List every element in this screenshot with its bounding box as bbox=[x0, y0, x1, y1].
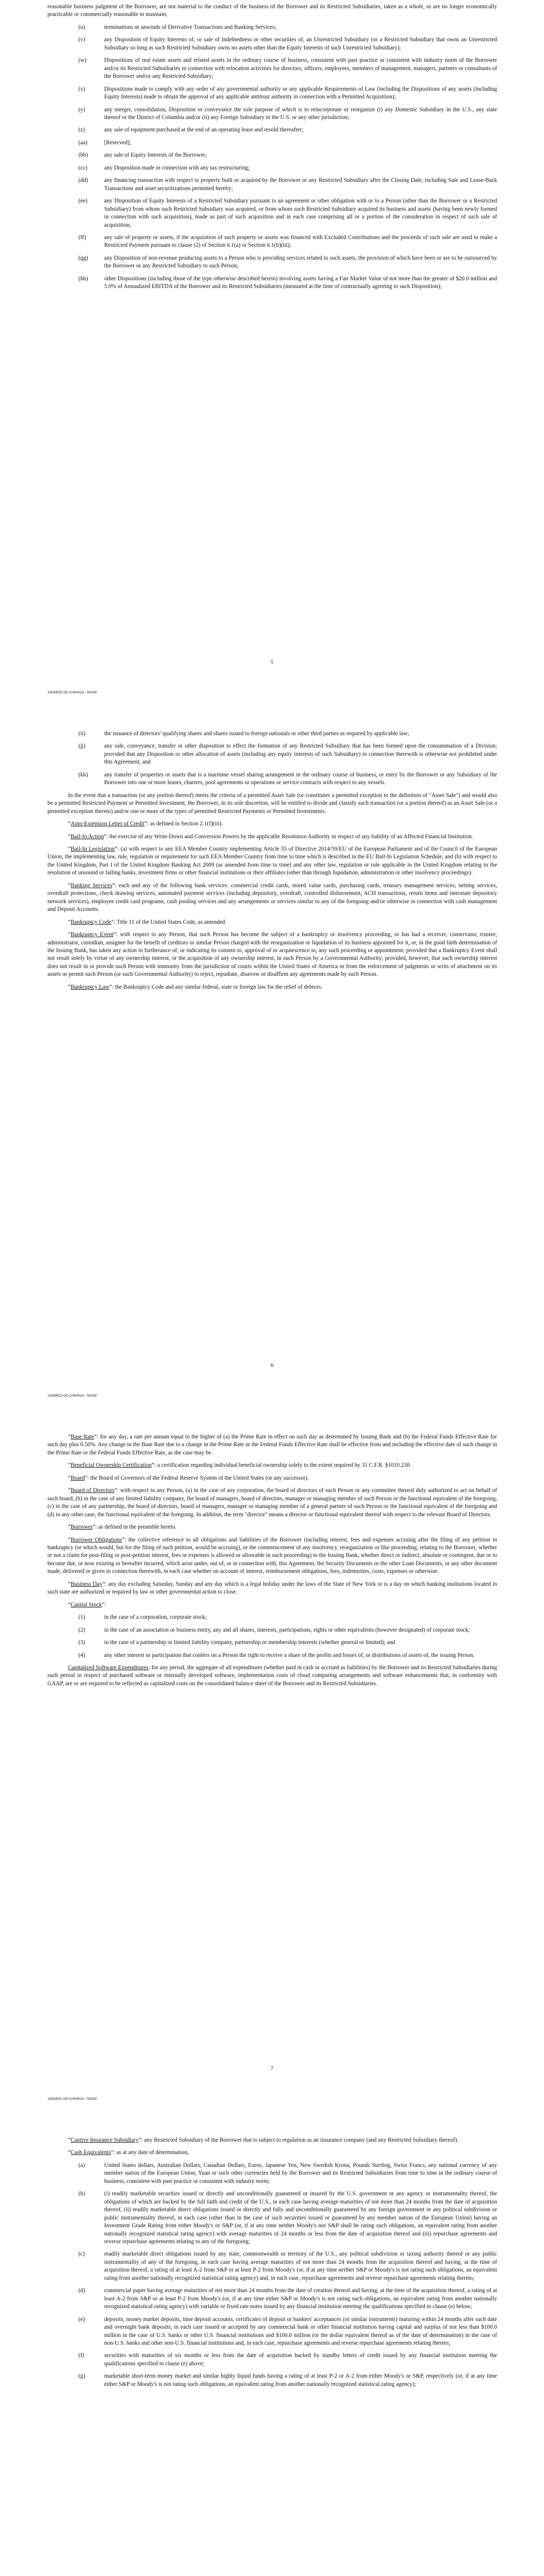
clause-label: (gg) bbox=[78, 255, 88, 261]
page-number: 7 bbox=[270, 2065, 274, 2072]
definition-text: : for any period, the aggregate of all expenditures (whether paid in cash or accrued as liabilities) by the Borrower and its Restricted Subsidiaries during such period in respect of purchased software or internally developed software, implementation costs of cloud computing arrangements and software enhancements that, in conformity with GAAP, are or are required to be reflected as capitalized costs on the consolidated balance sheet of the Borrower and its Restricted Subsidiaries. bbox=[47, 1664, 497, 1687]
definition-paragraph: “Base Rate”: for any day, a rate per annum equal to the higher of (a) the Prime Rate in effect on such day as determined by Issuing Bank and (b) the Federal Funds Effective Rate for such day plus 0.50%. Any change in the Base Rate due to a change in the Prime Rate or the Federal Funds Effective Rate shall be effective from and including the effective date of such change in the Prime Rate or the Federal Funds Effective Rate, as the case may be. bbox=[47, 1434, 497, 1456]
definition-paragraph: “Bail-In Action”: the exercise of any Write-Down and Conversion Powers by the applicable Resolution Authority in respect of any liability of an Affected Financial Institution. bbox=[68, 833, 473, 840]
clause-item bbox=[78, 177, 497, 193]
clause-label: (u) bbox=[78, 24, 86, 30]
definition-term: Bankruptcy Code bbox=[70, 919, 111, 925]
definition-text: : the Board of Governors of the Federal Reserve System of the United States (or any successor). bbox=[87, 1475, 309, 1481]
clause-text: securities with maturities of six months or less from the date of acquisition backed by standby letters of credit issued by any financial institution meeting the qualifications specified in clause (e) above; bbox=[104, 2352, 497, 2367]
page-8-definitions bbox=[47, 2137, 497, 2157]
definition-text: : each and any of the following bank services: commercial credit cards, stored value cards, purchasing cards, treasury management services, netting services, overdraft protections, check drawing services, automated payment services (including depository, overdraft, controlled disbursement, ACH transactions, return items and interstate depository network services), employee credit card programs, cash pooling services and any arrangements or services similar to any of the foregoing and/or otherwise in connection with cash management and Deposit Accounts. bbox=[47, 882, 498, 913]
clause-item bbox=[78, 139, 497, 147]
clause-item bbox=[78, 24, 497, 31]
clause-label: (v) bbox=[78, 37, 86, 43]
clause-text: any other interest or participation that confers on a Person the right to receive a share of the profits and losses of, or distributions of assets of, the issuing Person. bbox=[104, 1652, 475, 1658]
capital-stock-item bbox=[78, 1652, 497, 1659]
clause-label: (f) bbox=[78, 2352, 85, 2359]
definition-text: : as defined in the preamble hereto. bbox=[95, 1524, 177, 1531]
clause-label: (4) bbox=[78, 1652, 86, 1658]
clause-text: in the case of a partnership or limited liability company, partnership or membership interests (whether general or limited); and bbox=[104, 1639, 395, 1646]
clause-label: (y) bbox=[78, 106, 86, 113]
clause-label: (2) bbox=[78, 1626, 86, 1633]
definition-paragraph: “Borrower Obligations”: the collective reference to all obligations and liabilities of the Borrower (including interest, fees and expenses accruing after the filing of any petition in bankruptcy (or which would, but for the filing of such petition, would be accruing), or the commencement of any insolvency, reorganization or like proceeding, relating to the Borrower, whether or not a claim for post-filing or post-petition interest, fees or expenses is allowed or allowable in such proceeding) to the Issuing Bank, whether direct or indirect, absolute or contingent, due or to become due, or now existing or hereafter incurred, which arise under, out of, or in connection with, this Agreement, the Security Documents or the other Loan Documents, or any other document made, delivered or given in connection therewith, in each case whether on account of interest, reimbursement obligations, fees, indemnities, costs, expenses or otherwise. bbox=[47, 1536, 497, 1575]
clause-item bbox=[78, 86, 497, 101]
definition-text: : for any day, a rate per annum equal to the higher of (a) the Prime Rate in effect on such day as determined by Issuing Bank and (b) the Federal Funds Effective Rate for such day plus 0.50%. Any change in the Base Rate due to a change in the Prime Rate or the Federal Funds Effective Rate shall be effective from and including the effective date of such change in the Prime Rate or the Federal Funds Effective Rate, as the case may be. bbox=[47, 1434, 497, 1456]
definition-paragraph: “Capital Stock”: bbox=[68, 1601, 106, 1608]
clause-text: deposits, money market deposits, time deposit accounts, certificates of deposit or bankers' acceptances (or similar instruments) maturing within 24 months after such date and overnight bank deposits, in each case issued or accepted by any commercial bank or other financial institution having capital and surplus of not less than $100.0 million in the case of U.S. banks or other U.S. financial institutions and $100.0 million (or the dollar equivalent thereof as of the date of determination) in the case of non-U.S. banks and other non-U.S. financial institutions and, in each case, repurchase agreements and reverse repurchase agreements relating thereto; bbox=[104, 2316, 497, 2346]
definition-term: Board of Directors bbox=[70, 1487, 114, 1494]
document-footer-id: 10NMDD-06-CHKRGA - MSIM bbox=[47, 2097, 97, 2101]
cash-equivalents-list bbox=[47, 2162, 497, 2388]
clause-item bbox=[78, 742, 497, 766]
clause-label: (d) bbox=[78, 2287, 86, 2294]
clause-item bbox=[78, 151, 497, 159]
definition-term: Business Day bbox=[70, 1581, 103, 1587]
capital-stock-item bbox=[78, 1614, 497, 1621]
definition-text: : a certification regarding individual beneficial ownership solely to the extent required by 31 C.F.R. §1010.230. bbox=[154, 1462, 411, 1469]
clause-label: (bb) bbox=[78, 152, 88, 159]
definition-text: : as at any date of determination, bbox=[113, 2149, 189, 2156]
clause-text: commercial paper having average maturities of not more than 24 months from the date of creation thereof and having, at the time of the acquisition thereof, a rating of at least A-2 from S&P or at least P-2 from Moody's (or, if at any time either S&P or Moody's is not rating such obligations, an equivalent rating from another nationally recognized statistical rating agency) with variable or fixed rate notes issued by any financial institution meeting the qualifications specified in clause (e) below; bbox=[104, 2287, 497, 2310]
asset-sale-split-paragraph: In the event that a transaction (or any portion thereof) meets the criteria of a permitted Asset Sale (or constitutes a permitted exception to the definition of "Asset Sale") and would also be a permitted Restricted Payment or Permitted Investment, the Borrower, in its sole discretion, will be entitled to divide and classify such transaction (or a portion thereof) as an Asset Sale (or a permitted exception thereto) and/or one or more of the types of permitted Restricted Payments or Permitted Investments. bbox=[47, 792, 497, 815]
clause-text: [Reserved]; bbox=[104, 139, 131, 146]
clause-label: (b) bbox=[78, 2191, 86, 2197]
definition-paragraph: “Beneficial Ownership Certification”: a certification regarding individual beneficial ownership solely to the extent required by 31 C.F.R. §1010.230. bbox=[68, 1462, 411, 1469]
definition-paragraph: “Banking Services”: each and any of the following bank services: commercial credit cards, stored value cards, purchasing cards, treasury management services, netting services, overdraft protections, check drawing services, automated payment services (including depository, overdraft, controlled disbursement, ACH transactions, return items and interstate depository network services), employee credit card programs, cash pooling services and any arrangements or services similar to any of the foregoing and/or otherwise in connection with cash management and Deposit Accounts. bbox=[47, 882, 498, 913]
clause-text: any financing transaction with respect to property built or acquired by the Borrower or any Restricted Subsidiary after the Closing Date, including Sale and Lease-Back Transactions and asset securitizations permitted hereby; bbox=[104, 177, 497, 192]
document-footer-id: 10NMDD-06-CHKRGA - MSIM bbox=[47, 1394, 97, 1398]
clause-text: any transfer of properties or assets that is a maritime vessel sharing arrangement in the ordinary course of business, or entry by the Borrower or any Subsidiary of the Borrower into one or more leases, charters, pool agreements or operations or service contracts with respect to any vessels. bbox=[104, 771, 497, 786]
definition-paragraph: “Bail-In Legislation”: (a) with respect to any EEA Member Country implementing Article 55 of Directive 2014/59/EU of the European Parliament and of the Council of the European Union, the implementing law, rule, regulation or requirement for such EEA Member Country from time to time which is described in the EU Bail-In Legislation Schedule, and (b) with respect to the United Kingdom, Part I of the United Kingdom Banking Act 2009 (as amended from time to time) and any other law, regulation or rule applicable in the United Kingdom relating to the resolution of unsound or failing banks, investment firms or other financial institutions or their affiliates (other than through liquidation, administration or other insolvency proceedings). bbox=[47, 845, 497, 876]
definition-paragraph: “Bankruptcy Code”: Title 11 of the United States Code, as amended. bbox=[68, 919, 227, 925]
clause-text: any sale of property or assets, if the acquisition of such property or assets was financed with Excluded Contributions and the proceeds of such sale are used to make a Restricted Payment pursuant to clause (2) of Section 6.1(a) or Section 6.1(b)(iii); bbox=[104, 234, 497, 249]
clause-label: (1) bbox=[78, 1614, 86, 1621]
definition-term: Borrower bbox=[70, 1524, 93, 1531]
page-number: 5 bbox=[270, 659, 274, 665]
definition-paragraph: “Auto-Extension Letter of Credit”: as defined in Section 2.1(f)(iii). bbox=[68, 821, 223, 827]
clause-item bbox=[78, 275, 497, 291]
capital-stock-list bbox=[47, 1614, 497, 1659]
clause-label: (x) bbox=[78, 86, 86, 92]
clause-item bbox=[78, 106, 497, 122]
clause-text: any Disposition made in connection with any tax restructuring; bbox=[104, 164, 250, 171]
page-5-clause-list bbox=[47, 24, 497, 291]
definition-text: : the Bankruptcy Code and any similar federal, state or foreign law for the relief of debtors. bbox=[111, 984, 323, 990]
clause-text: any Disposition of Equity Interests of, or sale of Indebtedness or other securities of, an Unrestricted Subsidiary (or a Restricted Subsidiary that owns an Unrestricted Subsidiary so long as such Restricted Subsidiary owns no assets other than the Equity Interests of such Unrestricted Subsidiary); bbox=[104, 37, 497, 51]
clause-text: Dispositions of real estate assets and related assets in the ordinary course of business, consistent with past practice or consistent with industry norm of the Borrower and/or its Restricted Subsidiaries in connection with relocation activities for directors, officers, employees, members of management, managers, partners or consultants of the Borrower and/or any Restricted Subsidiary; bbox=[104, 57, 497, 80]
clause-item bbox=[78, 234, 497, 250]
page-7 bbox=[0, 1406, 544, 2110]
page-8 bbox=[0, 2110, 544, 2576]
clause-text: United States dollars, Australian Dollars, Canadian Dollars, Euros, Japanese Yen, New Swedish Krona, Pounds Sterling, Swiss Francs, any national currency of any member nation of the European Union, Yuan or such other currencies held by the Borrower and its Restricted Subsidiaries from time to time in the ordinary course of business, consistent with past practice or consistent with industry norm; bbox=[104, 2162, 497, 2184]
definition-text: : with respect to any Person, that such Person has become the subject of a bankruptcy or insolvency proceeding, or has had a receiver, conservator, trustee, administrator, custodian, assignee for the benefit of creditors or similar Person charged with the reorganization or liquidation of its business appointed for it, or, in the good faith determination of the Issuing Bank, has taken any action in furtherance of, or indicating its consent to, approval of or acquiescence in, any such proceeding or appointment; provided that a Bankruptcy Event shall not result solely by virtue of any ownership interest, or the acquisition of any ownership interest, in such Person by a Governmental Authority; provided, however, that such ownership interest does not result in or provide such Person with immunity from the jurisdiction of courts within the United States of America or from the enforcement of judgments or writs of attachment on its assets or permit such Person (or such Governmental Authority) to reject, repudiate, disavow or disaffirm any agreements made by such Person. bbox=[47, 931, 497, 978]
cash-equivalent-item bbox=[78, 2250, 497, 2282]
cash-equivalent-item bbox=[78, 2372, 497, 2388]
clause-text: Dispositions made to comply with any order of any governmental authority or any applicable Requirements of Law (including the Dispositions of any assets (including Equity Interests) made to obtain the approval of any applicable antitrust authority in connection with a Permitted Acquisition); bbox=[104, 86, 497, 100]
clause-label: (cc) bbox=[78, 164, 88, 171]
definition-term: Captive Insurance Subsidiary bbox=[70, 2137, 139, 2143]
clause-text: any sale, conveyance, transfer or other disposition to effect the formation of any Restricted Subsidiary that has been formed upon the consummation of a Division; provided that any Disposition or other allocation of assets (including any equity interests of such Subsidiary) in connection therewith is otherwise not prohibited under this Agreement; and bbox=[104, 743, 497, 766]
clause-label: (a) bbox=[78, 2162, 85, 2168]
clause-text: any merger, consolidation, Disposition or conveyance the sole purpose of which is to reincorporate or reorganize (i) any Domestic Subsidiary in the U.S., any state thereof or the District of Columbia and/or (ii) any Foreign Subsidiary in the U.S. or any other jurisdiction; bbox=[104, 106, 497, 121]
definition-term: Bail-In Legislation bbox=[70, 845, 115, 852]
definition-text: : any day excluding Saturday, Sunday and any day which is a legal holiday under the laws of the State of New York or is a day on which banking institutions located in such state are authorized or required by law or other governmental action to close. bbox=[47, 1581, 497, 1596]
clause-label: (ff) bbox=[78, 234, 86, 241]
clause-text: any Disposition of non-revenue producing assets to a Person who is providing services related to such assets, the provision of which have been or are to be outsourced by the Borrower or any Restricted Subsidiary to such Person; bbox=[104, 255, 497, 269]
clause-item bbox=[78, 164, 497, 172]
definition-text: : (a) with respect to any EEA Member Country implementing Article 55 of Directive 2014/59/EU of the European Parliament and of the Council of the European Union, the implementing law, rule, regulation or requirement for such EEA Member Country from time to time which is described in the EU Bail-In Legislation Schedule, and (b) with respect to the United Kingdom, Part I of the United Kingdom Banking Act 2009 (as amended from time to time) and any other law, regulation or rule applicable in the United Kingdom relating to the resolution of unsound or failing banks, investment firms or other financial institutions or their affiliates (other than through liquidation, administration or other insolvency proceedings). bbox=[47, 845, 497, 876]
definition-paragraph: “Captive Insurance Subsidiary”: any Restricted Subsidiary of the Borrower that is subject to regulation as an insurance company (and any Restricted Subsidiary thereof). bbox=[68, 2137, 459, 2143]
cash-equivalent-item bbox=[78, 2352, 497, 2368]
clause-text: in the case of an association or business entity, any and all shares, interests, participations, rights or other equivalents (however designated) of corporate stock; bbox=[104, 1626, 470, 1633]
definition-text: : any Restricted Subsidiary of the Borrower that is subject to regulation as an insurance company (and any Restricted Subsidiary thereof). bbox=[141, 2137, 459, 2143]
definition-text: : with respect to any Person, (a) in the case of any corporation, the board of directors of such Person or any committee thereof duly authorized to act on behalf of such board, (b) in the case of any limited liability company, the board of managers, board of directors, manager or managing member of such Person or the functional equivalent of the foregoing, (c) in the case of any partnership, the board of directors, board of managers, manager or managing member of a general partner of such Person or the functional equivalent of the foregoing and (d) in any other case, the functional equivalent of the foregoing. In addition, the term "director" means a director or functional equivalent thereof with respect to the relevant Board of Directors. bbox=[47, 1487, 497, 1518]
clause-text: readily marketable direct obligations issued by any state, commonwealth or territory of the U.S., any political subdivision or taxing authority thereof or any public instrumentality of any of the foregoing, in each case having average maturities of not more than 24 months from the acquisition thereof and having, at the time of acquisition thereof, a rating of at least A-2 from S&P or at least P-2 from Moody's (or, if at any time neither S&P or Moody's is not rating such obligations, an equivalent rating from another nationally recognized statistical rating agency) and, in each case, repurchase agreements and reverse repurchase agreements relating thereto; bbox=[104, 2251, 497, 2281]
clause-text: any sale of equipment purchased at the end of an operating lease and resold thereafter; bbox=[104, 127, 304, 133]
document-footer-id: 10NMDD-06-CHKRGA - MSIM bbox=[47, 691, 97, 694]
definition-capitalized-software-expenditures bbox=[47, 1664, 497, 1688]
page-8-body bbox=[47, 2137, 497, 2393]
definition-term: Beneficial Ownership Certification bbox=[70, 1462, 152, 1469]
cash-equivalent-item bbox=[78, 2162, 497, 2185]
page-6-definitions bbox=[47, 820, 497, 991]
definition-paragraph: “Board of Directors”: with respect to any Person, (a) in the case of any corporation, the board of directors of such Person or any committee thereof duly authorized to act on behalf of such board, (b) in the case of any limited liability company, the board of managers, board of directors, manager or managing member of such Person or the functional equivalent of the foregoing, (c) in the case of any partnership, the board of directors, board of managers, manager or managing member of a general partner of such Person or the functional equivalent of the foregoing and (d) in any other case, the functional equivalent of the foregoing. In addition, the term "director" means a director or functional equivalent thereof with respect to the relevant Board of Directors. bbox=[47, 1487, 497, 1518]
clause-text: any sale of Equity Interests of the Borrower; bbox=[104, 152, 207, 159]
clause-label: (hh) bbox=[78, 275, 88, 282]
definition-paragraph: “Business Day”: any day excluding Saturday, Sunday and any day which is a legal holiday under the laws of the State of New York or is a day on which banking institutions located in such state are authorized or required by law or other governmental action to close. bbox=[47, 1581, 497, 1596]
clause-label: (dd) bbox=[78, 177, 88, 184]
capital-stock-item bbox=[78, 1626, 497, 1634]
definition-paragraph: “Board”: the Board of Governors of the Federal Reserve System of the United States (or any successor). bbox=[68, 1475, 309, 1481]
clause-label: (ii) bbox=[78, 731, 86, 737]
definition-text: : bbox=[104, 1601, 106, 1608]
clause-item bbox=[78, 255, 497, 270]
definition-paragraph: “Bankruptcy Event”: with respect to any Person, that such Person has become the subject of a bankruptcy or insolvency proceeding, or has had a receiver, conservator, trustee, administrator, custodian, assignee for the benefit of creditors or similar Person charged with the reorganization or liquidation of its business appointed for it, or, in the good faith determination of the Issuing Bank, has taken any action in furtherance of, or indicating its consent to, approval of or acquiescence in, any such proceeding or appointment; provided that a Bankruptcy Event shall not result solely by virtue of any ownership interest, or the acquisition of any ownership interest, in such Person by a Governmental Authority; provided, however, that such ownership interest does not result in or provide such Person with immunity from the jurisdiction of courts within the United States of America or from the enforcement of judgments or writs of attachment on its assets or permit such Person (or such Governmental Authority) to reject, repudiate, disavow or disaffirm any agreements made by such Person. bbox=[47, 931, 497, 978]
definition-text: : the exercise of any Write-Down and Conversion Powers by the applicable Resolution Authority in respect of any liability of an Affected Financial Institution. bbox=[106, 833, 473, 840]
cash-equivalent-item bbox=[78, 2287, 497, 2311]
page-number: 6 bbox=[270, 1362, 274, 1368]
clause-label: (jj) bbox=[78, 743, 86, 750]
definition-term: Bankruptcy Event bbox=[70, 931, 113, 938]
definition-term: Capital Stock bbox=[70, 1601, 102, 1608]
clause-text: terminations or unwinds of Derivative Transactions and Banking Services; bbox=[104, 24, 276, 30]
clause-label: (aa) bbox=[78, 139, 88, 146]
page-7-body bbox=[47, 1433, 497, 1692]
definition-term: Borrower Obligations bbox=[70, 1536, 122, 1543]
definition-term: Auto-Extension Letter of Credit bbox=[70, 821, 145, 827]
definition-paragraph: “Cash Equivalents”: as at any date of determination, bbox=[68, 2149, 189, 2156]
definition-text: : as defined in Section 2.1(f)(iii). bbox=[147, 821, 223, 827]
page-5 bbox=[0, 0, 544, 703]
page-7-definitions bbox=[47, 1433, 497, 1609]
definition-term: Capitalized Software Expenditures bbox=[68, 1664, 149, 1671]
clause-text: any Disposition of Equity Interests of a Restricted Subsidiary pursuant to an agreement or other obligation with or to a Person (other than the Borrower or a Restricted Subsidiary) from whom such Restricted Subsidiary was acquired, or from whom such Restricted Subsidiary acquired its business and assets (having been newly formed in connection with such acquisition), made as part of such acquisition and in each case comprising all or a portion of the consideration in respect of such sale of acquisition; bbox=[104, 198, 497, 228]
clause-label: (w) bbox=[78, 57, 87, 64]
clause-text: in the case of a corporation, corporate stock; bbox=[104, 1614, 207, 1621]
clause-label: (z) bbox=[78, 127, 85, 133]
clause-item bbox=[78, 197, 497, 229]
clause-label: (kk) bbox=[78, 771, 88, 778]
clause-item bbox=[78, 771, 497, 787]
clause-text: the issuance of directors' qualifying shares and shares issued to foreign nationals or other third parties as required by applicable law; bbox=[104, 731, 409, 737]
clause-item bbox=[78, 730, 497, 738]
clause-label: (3) bbox=[78, 1639, 86, 1646]
definition-term: Bail-In Action bbox=[70, 833, 104, 840]
definition-term: Base Rate bbox=[70, 1434, 94, 1440]
definition-term: Bankruptcy Law bbox=[70, 984, 109, 990]
clause-text: marketable short-term money market and similar highly liquid funds having a rating of at least P-2 or A-2 from either Moody's or S&P, respectively (or, if at any time either S&P or Moody's is not rating such obligations, an equivalent rating from another nationally recognized statistical rating agency); bbox=[104, 2373, 497, 2387]
definition-term: Board bbox=[70, 1475, 85, 1481]
clause-item bbox=[78, 36, 497, 52]
clause-item bbox=[78, 57, 497, 80]
clause-item bbox=[78, 126, 497, 134]
capital-stock-item bbox=[78, 1639, 497, 1647]
cash-equivalent-item bbox=[78, 2190, 497, 2246]
page-6 bbox=[0, 703, 544, 1406]
cash-equivalent-item bbox=[78, 2316, 497, 2348]
clause-label: (ee) bbox=[78, 198, 88, 205]
page-6-clause-list bbox=[47, 730, 497, 787]
definition-text: : the collective reference to all obligations and liabilities of the Borrower (including interest, fees and expenses accruing after the filing of any petition in bankruptcy (or which would, but for the filing of such petition, would be accruing), or the commencement of any insolvency, reorganization or like proceeding, relating to the Borrower, whether or not a claim for post-filing or post-petition interest, fees or expenses is allowed or allowable in such proceeding) to the Issuing Bank, whether direct or indirect, absolute or contingent, due or to become due, or now existing or hereafter incurred, which arise under, out of, or in connection with, this Agreement, the Security Documents or the other Loan Documents, or any other document made, delivered or given in connection therewith, in each case whether on account of interest, reimbursement obligations, fees, indemnities, costs, expenses or otherwise. bbox=[47, 1536, 497, 1575]
definition-term: Cash Equivalents bbox=[70, 2149, 111, 2156]
clause-label: (e) bbox=[78, 2316, 85, 2323]
definition-paragraph: “Borrower”: as defined in the preamble hereto. bbox=[68, 1524, 177, 1531]
clause-text: (i) readily marketable securities issued or directly and unconditionally guaranteed or insured by the U.S. government or any agency or instrumentality thereof, the obligations of which are backed by the full faith and credit of the U.S., in each case having average maturities of not more than 24 months from the date of acquisition thereof, (ii) readily marketable direct obligations issued or directly and fully and unconditionally guaranteed by any foreign government or any political subdivision or public instrumentality thereof, in each case (other than in the case of such securities issued or guaranteed by any member nation of the European Union) having an Investment Grade Rating from either Moody's or S&P (or, if at any time neither Moody's nor S&P shall be rating such obligations, an equivalent rating from another nationally recognized statistical rating agency) with average maturities of 24 months or less from the date of acquisition thereof and (iii) repurchase agreements and reverse repurchase agreements relating to any of the foregoing; bbox=[104, 2191, 497, 2245]
definition-paragraph: “Bankruptcy Law”: the Bankruptcy Code and any similar federal, state or foreign law for the relief of debtors. bbox=[68, 984, 323, 990]
page-6-body bbox=[47, 730, 497, 996]
definition-term: Banking Services bbox=[70, 882, 112, 889]
clause-label: (g) bbox=[78, 2373, 86, 2380]
definition-text: : Title 11 of the United States Code, as amended. bbox=[113, 919, 227, 925]
page-5-intro: reasonable business judgment of the Borrower, are not material to the conduct of the business of the Borrower and its Restricted Subsidiaries, taken as a whole, or are no longer economically practicable or commercially reasonable to maintain; bbox=[47, 4, 497, 18]
page-5-body bbox=[47, 3, 497, 296]
clause-text: other Dispositions (including those of the type otherwise described herein) involving assets having a Fair Market Value of not more than the greater of $20.0 million and 5.0% of Annualized EBITDA of the Borrower and its Restricted Subsidiaries (measured at the time of contractually agreeing to such Disposition); bbox=[104, 275, 497, 290]
clause-label: (c) bbox=[78, 2251, 85, 2258]
